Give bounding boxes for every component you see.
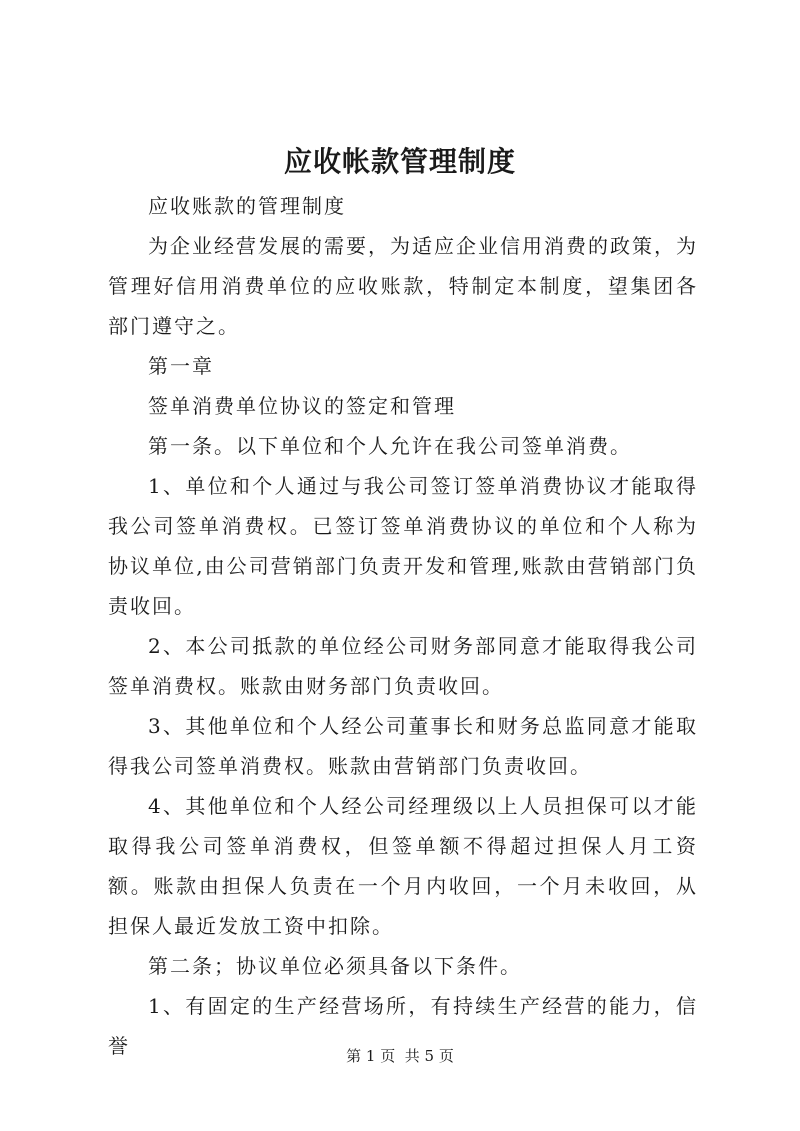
paragraph: 为企业经营发展的需要，为适应企业信用消费的政策，为管理好信用消费单位的应收账款，特制定本制度，望集团各部门遵守之。 (108, 234, 698, 338)
page-total: 共 5 页 (404, 1047, 454, 1065)
document-title: 应收帐款管理制度 (283, 145, 516, 178)
article-heading: 第一条。以下单位和个人允许在我公司签单消费。 (148, 434, 632, 458)
article-heading: 第二条；协议单位必须具备以下条件。 (148, 954, 522, 978)
section-heading: 签单消费单位协议的签定和管理 (148, 394, 456, 418)
paragraph: 3、其他单位和个人经公司董事长和财务总监同意才能取得我公司签单消费权。账款由营销部门负责收回。 (108, 714, 698, 778)
paragraph: 4、其他单位和个人经公司经理级以上人员担保可以才能取得我公司签单消费权，但签单额不得超过担保人月工资额。账款由担保人负责在一个月内收回，一个月未收回，从担保人最近发放工资中扣除。 (108, 794, 698, 938)
page-number: 第 1 页 (346, 1047, 396, 1065)
chapter-heading: 第一章 (148, 354, 214, 378)
document-body (108, 186, 698, 1066)
paragraph: 1、单位和个人通过与我公司签订签单消费协议才能取得我公司签单消费权。已签订签单消费协议的单位和个人称为协议单位,由公司营销部门负责开发和管理,账款由营销部门负责收回。 (108, 474, 698, 618)
page-footer (0, 1046, 800, 1066)
paragraph: 应收账款的管理制度 (148, 194, 346, 218)
paragraph: 1、有固定的生产经营场所，有持续生产经营的能力，信誉 (108, 994, 698, 1058)
paragraph: 2、本公司抵款的单位经公司财务部同意才能取得我公司签单消费权。账款由财务部门负责收回。 (108, 634, 698, 698)
